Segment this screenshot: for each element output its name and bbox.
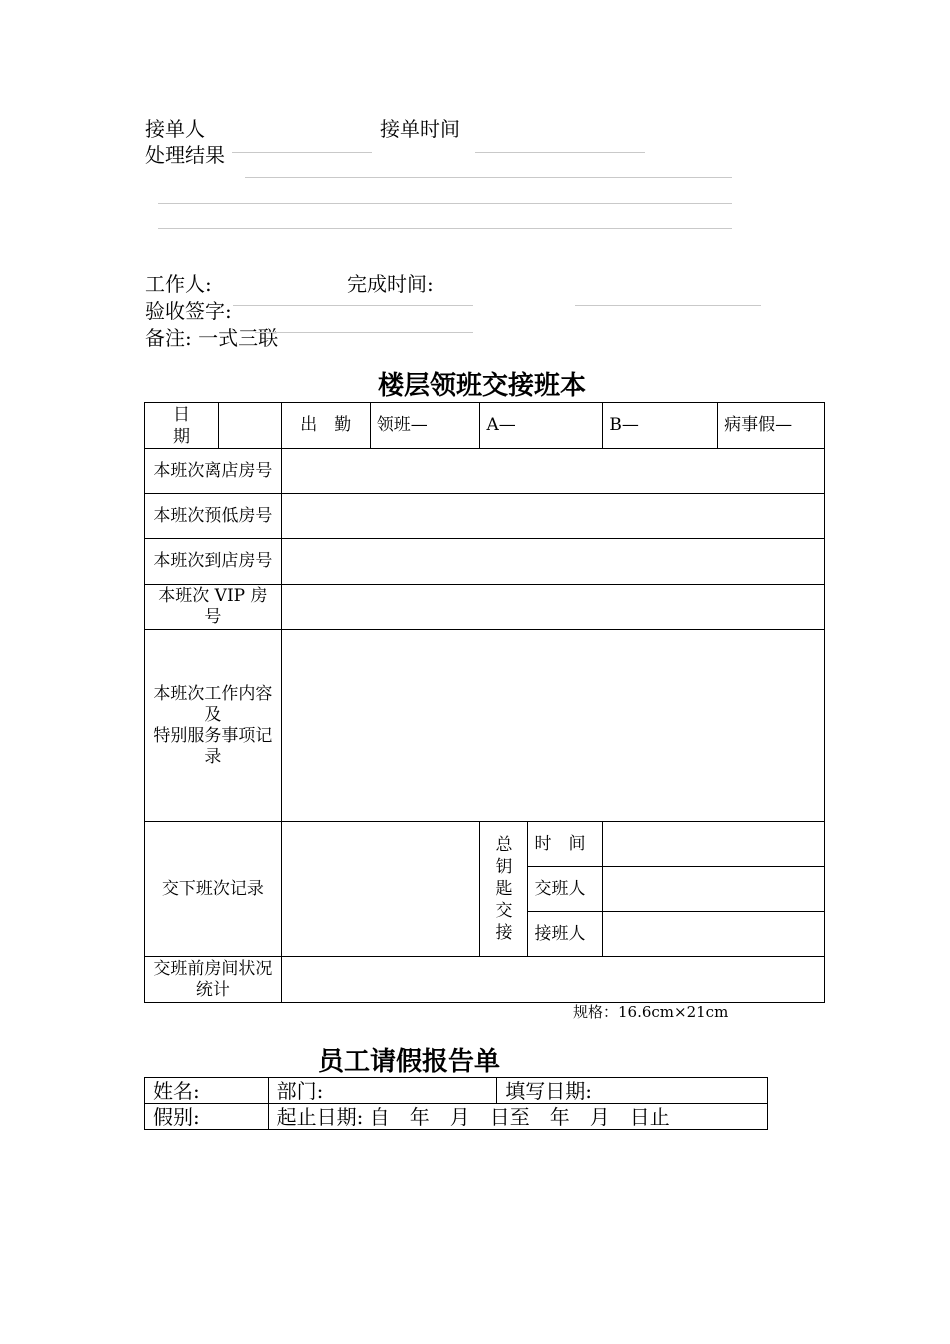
vip-rooms-value[interactable] bbox=[281, 585, 824, 630]
handover-title: 楼层领班交接班本 bbox=[378, 371, 587, 401]
acceptance-fill-line bbox=[255, 332, 473, 333]
leader-cell: 领班— bbox=[370, 403, 480, 449]
receiver-fill-line bbox=[232, 152, 372, 153]
handover-table bbox=[144, 402, 825, 1003]
acceptance-label: 验收签字: bbox=[145, 299, 232, 323]
sick-leave-cell: 病事假— bbox=[718, 403, 825, 449]
key-receiver-person-label: 接班人 bbox=[528, 912, 603, 957]
worker-label: 工作人: bbox=[145, 272, 212, 296]
dept-field[interactable]: 部门: bbox=[268, 1078, 497, 1104]
receive-time-label: 接单时间 bbox=[380, 117, 460, 141]
key-handover-person-label: 交班人 bbox=[528, 867, 603, 912]
master-key-label-text: 总钥匙交接 bbox=[495, 835, 513, 943]
work-content-label-line2: 特别服务事项记录 bbox=[153, 725, 273, 767]
fill-date-field[interactable]: 填写日期: bbox=[497, 1078, 768, 1104]
worker-fill-line bbox=[233, 305, 473, 306]
b-cell: B— bbox=[603, 403, 718, 449]
attendance-label: 出 勤 bbox=[281, 403, 370, 449]
room-status-value[interactable] bbox=[281, 957, 824, 1003]
date-value-cell[interactable] bbox=[218, 403, 281, 449]
result-fill-line-3 bbox=[158, 228, 732, 229]
key-time-value[interactable] bbox=[603, 822, 825, 867]
result-fill-line-1 bbox=[245, 177, 732, 178]
finish-time-fill-line bbox=[575, 305, 761, 306]
remark-label: 备注: 一式三联 bbox=[145, 326, 279, 350]
work-content-value[interactable] bbox=[281, 630, 824, 822]
leave-table bbox=[144, 1077, 768, 1130]
finish-time-label: 完成时间: bbox=[347, 272, 434, 296]
date-label-text: 日期 bbox=[172, 404, 190, 447]
vip-rooms-label: 本班次 VIP 房号 bbox=[145, 585, 282, 630]
next-shift-value[interactable] bbox=[281, 822, 480, 957]
receive-time-fill-line bbox=[475, 152, 645, 153]
spec-note: 规格：16.6cm×21cm bbox=[573, 1003, 729, 1021]
reserved-rooms-value[interactable] bbox=[281, 494, 824, 539]
key-handover-person-value[interactable] bbox=[603, 867, 825, 912]
next-shift-label: 交下班次记录 bbox=[145, 822, 282, 957]
leave-type-field[interactable]: 假别: bbox=[145, 1104, 269, 1130]
room-status-label: 交班前房间状况统计 bbox=[145, 957, 282, 1003]
a-cell: A— bbox=[480, 403, 603, 449]
result-fill-line-2 bbox=[158, 203, 732, 204]
key-time-label: 时 间 bbox=[528, 822, 603, 867]
date-label bbox=[145, 403, 219, 449]
work-content-label bbox=[145, 630, 282, 822]
receiver-label: 接单人 bbox=[145, 117, 205, 141]
name-field[interactable]: 姓名: bbox=[145, 1078, 269, 1104]
reserved-rooms-label: 本班次预低房号 bbox=[145, 494, 282, 539]
checkout-rooms-value[interactable] bbox=[281, 449, 824, 494]
result-label: 处理结果 bbox=[145, 143, 225, 167]
leave-period-field[interactable]: 起止日期: 自 年 月 日至 年 月 日止 bbox=[268, 1104, 767, 1130]
arrival-rooms-value[interactable] bbox=[281, 539, 824, 585]
leave-title: 员工请假报告单 bbox=[318, 1047, 501, 1077]
master-key-label bbox=[480, 822, 528, 957]
key-receiver-person-value[interactable] bbox=[603, 912, 825, 957]
arrival-rooms-label: 本班次到店房号 bbox=[145, 539, 282, 585]
checkout-rooms-label: 本班次离店房号 bbox=[145, 449, 282, 494]
work-content-label-line1: 本班次工作内容及 bbox=[153, 683, 273, 725]
